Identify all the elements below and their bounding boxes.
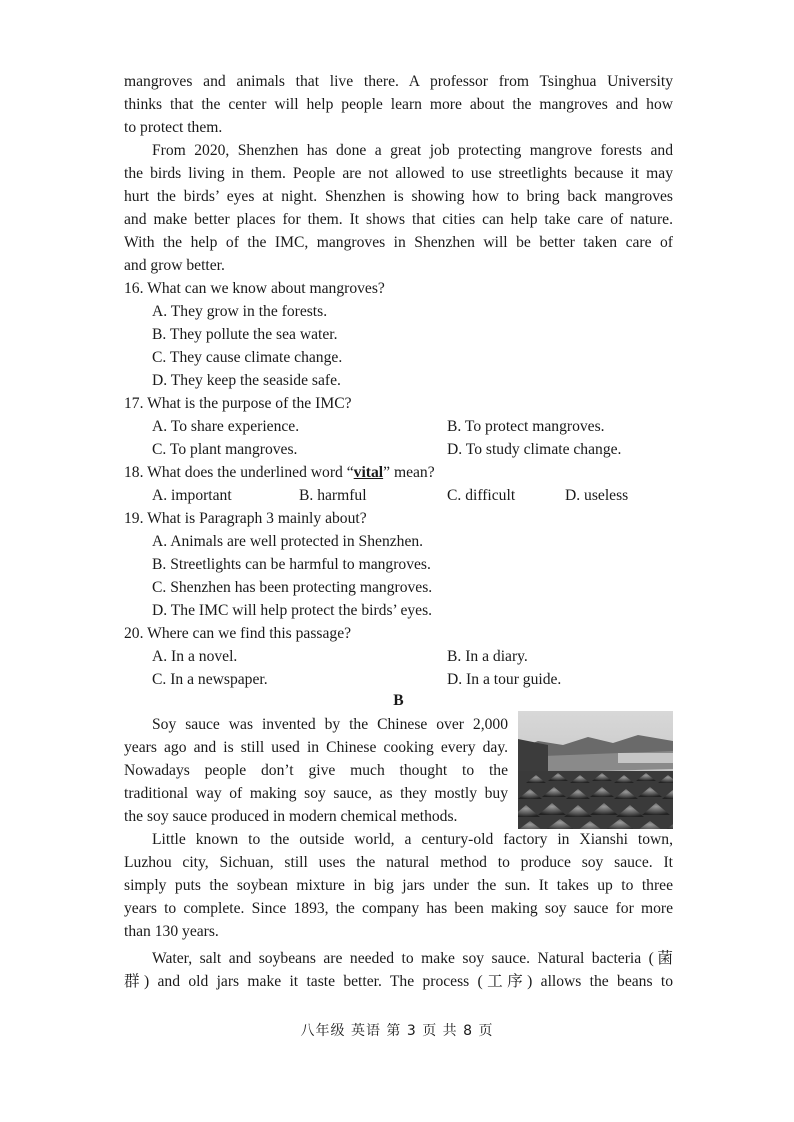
option: D. They keep the seaside safe. [152, 372, 341, 389]
passage-a-para2-line: With the help of the IMC, mangroves in Shenzhen will be better taken care of [124, 234, 673, 251]
question-18-post: ” mean? [383, 464, 435, 481]
passage-b-para2-line: simply puts the soybean mixture in big jars under the sun. It takes up to three [124, 877, 673, 894]
option: C. They cause climate change. [152, 349, 343, 366]
passage-b-para3-line: Water, salt and soybeans are needed to make soy sauce. Natural bacteria (菌 [152, 950, 673, 967]
jars-photo-image [518, 711, 673, 829]
option: B. Streetlights can be harmful to mangroves. [152, 556, 431, 573]
question-19: 19. What is Paragraph 3 mainly about? [124, 510, 367, 527]
option: A. To share experience. [152, 418, 300, 435]
option: A. They grow in the forests. [152, 303, 328, 320]
passage-a-para2-line: hurt the birds’ eyes at night. Shenzhen is showing how to bring back mangroves [124, 188, 673, 205]
passage-a-line: mangroves and animals that live there. A professor from Tsinghua University [124, 73, 673, 90]
option: D. To study climate change. [447, 441, 622, 458]
passage-b-para1-line: years ago and is still used in Chinese cooking every day. [124, 739, 508, 756]
question-20: 20. Where can we find this passage? [124, 625, 352, 642]
option: C. Shenzhen has been protecting mangroves. [152, 579, 433, 596]
passage-b-para2-line: Luzhou city, Sichuan, still uses the natural method to produce soy sauce. It [124, 854, 673, 871]
passage-a-line: thinks that the center will help people learn more about the mangroves and how [124, 96, 673, 113]
passage-a-line: to protect them. [124, 119, 223, 136]
option: C. To plant mangroves. [152, 441, 298, 458]
option: A. Animals are well protected in Shenzhen. [152, 533, 424, 550]
option: D. useless [565, 487, 629, 504]
passage-a-para2-line: the birds living in them. People are not allowed to use streetlights because it may [124, 165, 673, 182]
question-17: 17. What is the purpose of the IMC? [124, 395, 352, 412]
passage-b-para2-line: than 130 years. [124, 923, 219, 940]
passage-a-para2-line: From 2020, Shenzhen has done a great job protecting mangrove forests and [152, 142, 673, 159]
underlined-word: vital [353, 464, 384, 481]
option: C. difficult [447, 487, 516, 504]
passage-b-para2-line: Little known to the outside world, a century-old factory in Xianshi town, [152, 831, 673, 848]
soy-sauce-jars-photo [518, 711, 673, 829]
passage-b-para1-line: Nowadays people don’t give much thought to the [124, 762, 508, 779]
passage-a-para2-line: and make better places for them. It shows that cities can help take care of nature. [124, 211, 673, 228]
passage-b-para1-line: traditional way of making soy sauce, as they mostly buy [124, 785, 508, 802]
option: B. harmful [299, 487, 367, 504]
option: C. In a newspaper. [152, 671, 268, 688]
option: D. In a tour guide. [447, 671, 562, 688]
passage-b-para1-line: the soy sauce produced in modern chemical methods. [124, 808, 458, 825]
question-18 [124, 462, 435, 484]
passage-b-para3-line: 群) and old jars make it taste better. The process (工序) allows the beans to [124, 973, 673, 990]
option: B. To protect mangroves. [447, 418, 605, 435]
option: B. They pollute the sea water. [152, 326, 338, 343]
option: A. In a novel. [152, 648, 238, 665]
section-title-b: B [393, 692, 404, 709]
option: B. In a diary. [447, 648, 528, 665]
option: A. important [152, 487, 232, 504]
question-18-pre: 18. What does the underlined word “ [124, 464, 354, 481]
option: D. The IMC will help protect the birds’ eyes. [152, 602, 433, 619]
question-16: 16. What can we know about mangroves? [124, 280, 385, 297]
passage-b-para1-line: Soy sauce was invented by the Chinese over 2,000 [152, 716, 508, 733]
page-footer: 八年级 英语 第 3 页 共 8 页 [300, 1023, 494, 1039]
passage-b-para2-line: years to complete. Since 1893, the company has been making soy sauce for more [124, 900, 673, 917]
passage-a-para2-line: and grow better. [124, 257, 225, 274]
